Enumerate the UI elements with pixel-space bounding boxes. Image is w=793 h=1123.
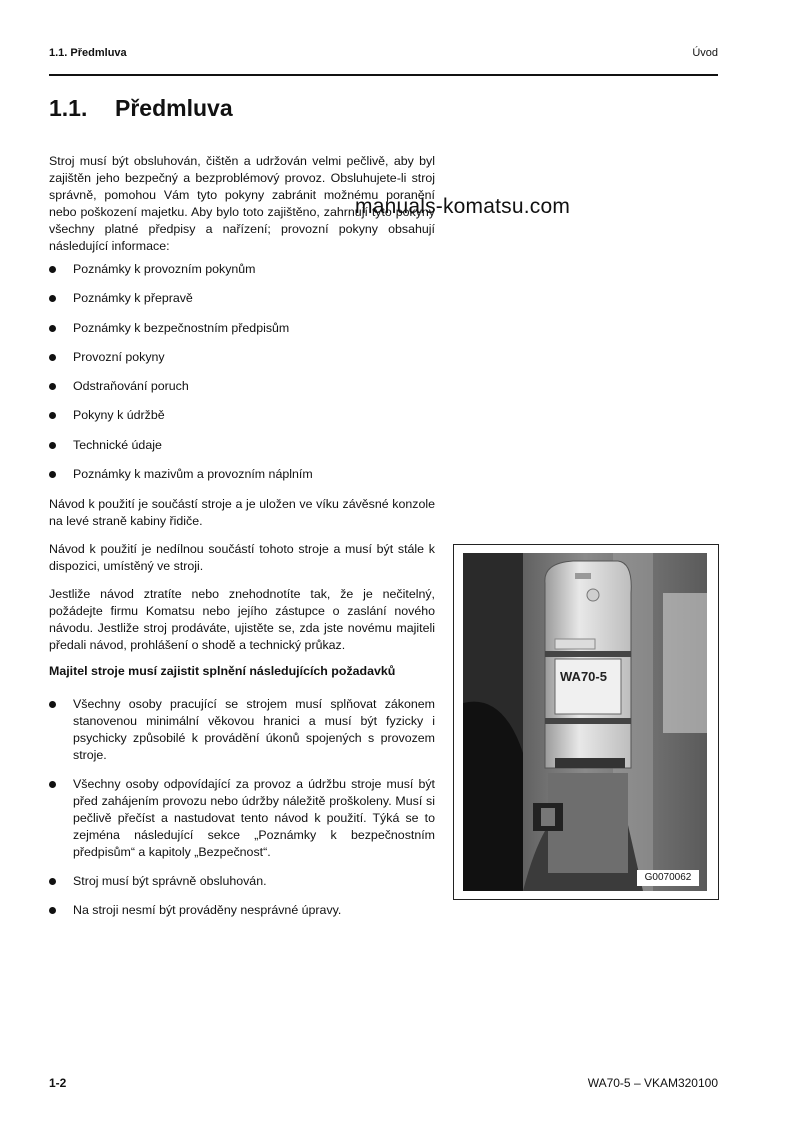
- decal-text: WA70-5: [560, 669, 607, 684]
- bullet-icon: [49, 383, 56, 390]
- requirements-heading: Majitel stroje musí zajistit splnění následujících požadavků: [49, 664, 396, 678]
- running-header-chapter: Úvod: [692, 47, 718, 59]
- intro-paragraph: Stroj musí být obsluhován, čištěn a udržován velmi pečlivě, aby byl zajištěn jeho bezpečný a bezproblémový provoz. Obsluhujete-li stroj správně, pomohou Vám tyto pokyny zabránit možnému poranění nebo poškození majetku. Aby bylo toto zajištěno, zahrnují tyto pokyny všechny platné předpisy a nařízení; provozní pokyny obsahují následující informace:: [49, 154, 435, 253]
- bullet-icon: [49, 471, 56, 478]
- figure-label: G0070062: [637, 870, 699, 886]
- list-item: Na stroji nesmí být prováděny nesprávné úpravy.: [49, 902, 435, 919]
- section-number: 1.1.: [49, 95, 88, 121]
- manual-availability-paragraph: Návod k použití je nedílnou součástí tohoto stroje a musí být stále k dispozici, umístěný ve stroji.: [49, 542, 435, 573]
- manual-replacement-paragraph: Jestliže návod ztratíte nebo znehodnotíte tak, že je nečitelný, požádejte firmu Komatsu nebo jejího zástupce o zaslání nového návodu. Jestliže stroj prodáváte, ujistěte se, zda jste novému majiteli předali návod, prohlášení o shodě a technický průkaz.: [49, 587, 435, 652]
- list-item: Všechny osoby pracující se strojem musí splňovat zákonem stanovenou minimální věkovou hranici a musí být fyzicky i psychicky způsobilé k provádění úkonů spojených s provozem stroje.: [49, 696, 435, 764]
- list-item: Odstraňování poruch: [49, 378, 435, 407]
- watermark: manuals-komatsu.com: [355, 195, 571, 218]
- bullet-icon: [49, 878, 56, 885]
- page-title: [49, 95, 233, 122]
- manual-holder-figure: [453, 544, 719, 900]
- requirements-list: [49, 696, 435, 931]
- list-item: Poznámky k mazivům a provozním náplním: [49, 466, 435, 495]
- manual-holder-photo: [463, 553, 707, 891]
- running-header-section: 1.1. Předmluva: [49, 47, 127, 59]
- bullet-icon: [49, 781, 56, 788]
- list-item: Technické údaje: [49, 437, 435, 466]
- list-item: Poznámky k bezpečnostním předpisům: [49, 320, 435, 349]
- bullet-icon: [49, 295, 56, 302]
- document-code: WA70-5 – VKAM320100: [587, 1076, 718, 1090]
- bullet-icon: [49, 907, 56, 914]
- photo-illustration: [463, 553, 707, 891]
- bullet-icon: [49, 266, 56, 273]
- header-rule: [49, 74, 718, 76]
- bullet-icon: [49, 412, 56, 419]
- list-item: Stroj musí být správně obsluhován.: [49, 873, 435, 890]
- bullet-icon: [49, 354, 56, 361]
- list-item: Všechny osoby odpovídající za provoz a údržbu stroje musí být před zahájením provozu nebo údržby náležitě proškoleny. Musí si pečlivě přečíst a nastudovat tento návod k použití. Týká se to zejména následující sekce „Poznámky k bezpečnostním předpisům“ a kapitoly „Bezpečnost“.: [49, 776, 435, 861]
- section-title: Předmluva: [115, 95, 233, 121]
- list-item: Poznámky k přepravě: [49, 290, 435, 319]
- list-item: Provozní pokyny: [49, 349, 435, 378]
- list-item: Pokyny k údržbě: [49, 407, 435, 436]
- bullet-icon: [49, 442, 56, 449]
- bullet-icon: [49, 701, 56, 708]
- page-number: 1-2: [49, 1076, 67, 1090]
- list-item: Poznámky k provozním pokynům: [49, 261, 435, 290]
- bullet-icon: [49, 325, 56, 332]
- manual-location-paragraph: Návod k použití je součástí stroje a je uložen ve víku závěsné konzole na levé straně kabiny řidiče.: [49, 497, 435, 528]
- contents-list: [49, 261, 435, 495]
